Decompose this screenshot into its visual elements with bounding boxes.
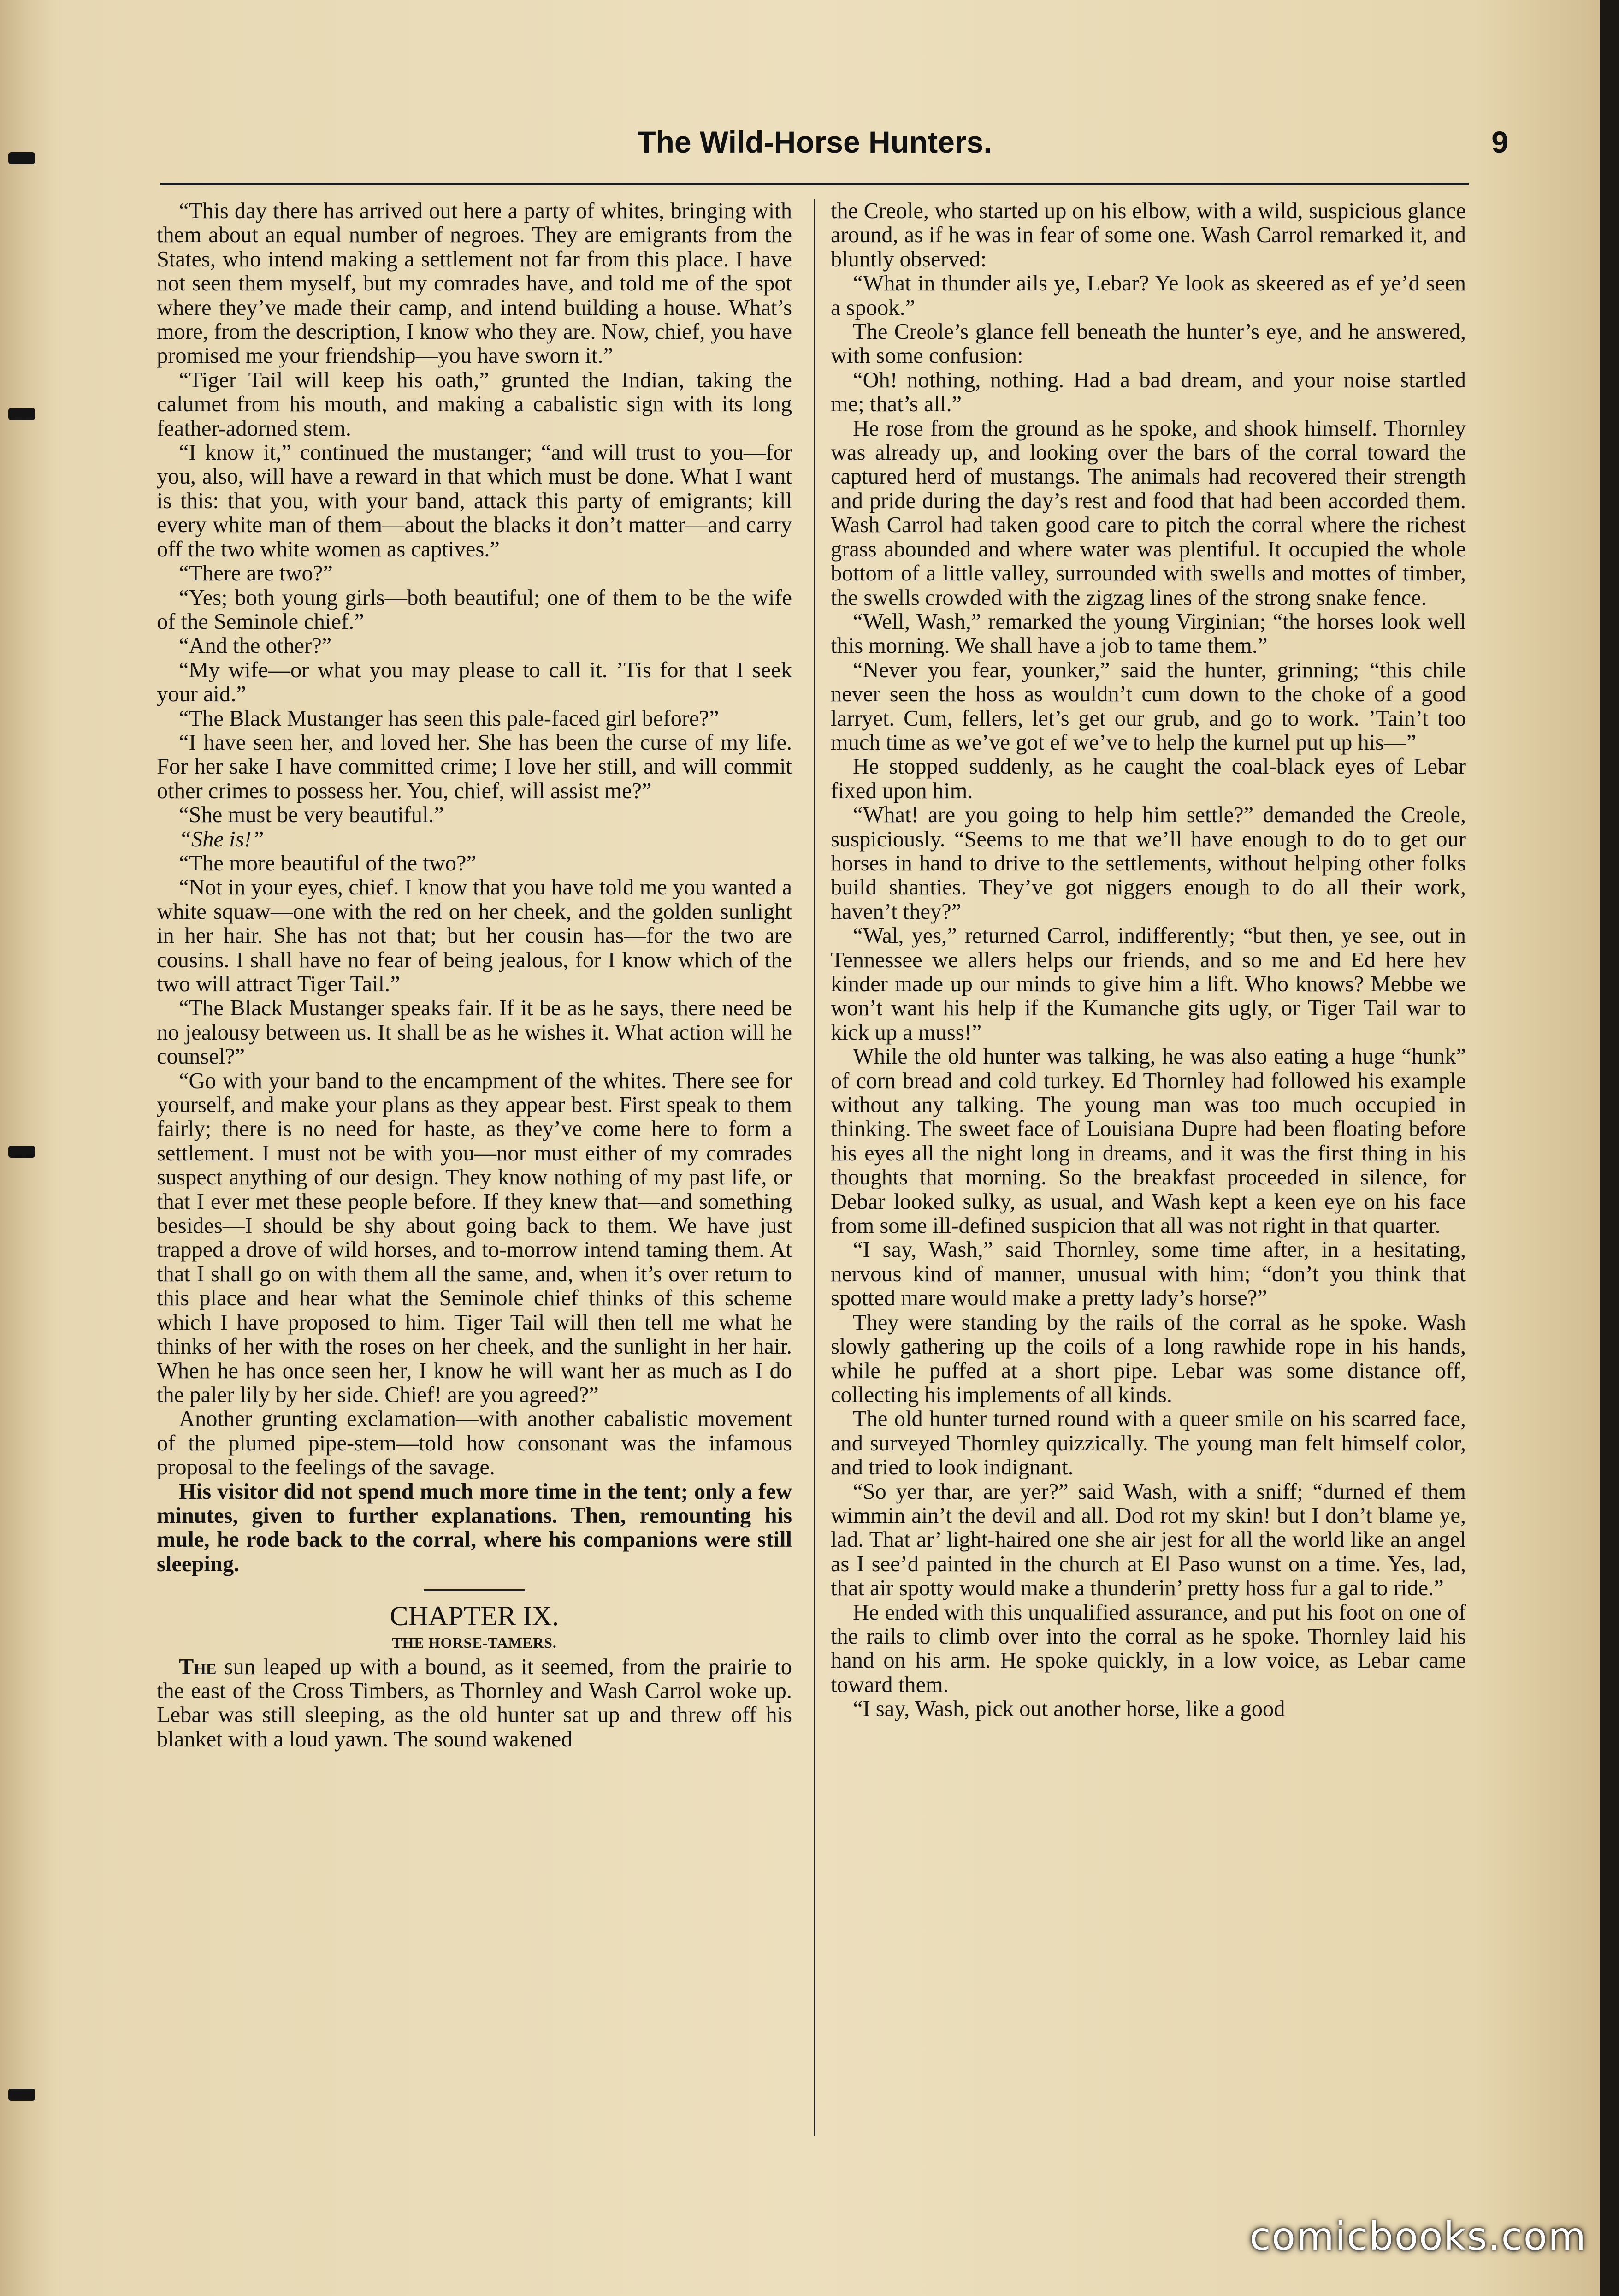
column-divider [814, 199, 815, 2136]
paragraph: “Well, Wash,” remarked the young Virginian; “the horses look well this morning. We shall have a job to tame them.” [831, 609, 1466, 658]
chapter-paragraph-text: sun leaped up with a bound, as it seemed, from the prairie to the east of the Cross Timbers, as Thornley and Wash Carrol woke up. Lebar was still sleeping, as the old hunter sat up and threw off his blanket with a loud yawn. The sound wakened [157, 1654, 792, 1752]
paragraph: They were standing by the rails of the corral as he spoke. Wash slowly gathering up the coils of a long rawhide rope in his hands, while he puffed at a short pipe. Lebar was some distance off, collecting his implements of all kinds. [831, 1310, 1466, 1407]
paragraph: “And the other?” [179, 633, 332, 658]
running-title: The Wild-Horse Hunters. [637, 125, 992, 159]
paragraph: “What! are you going to help him settle?” demanded the Creole, suspiciously. “Seems to me that we’ll have enough to do to get our horses in hand to drive to the settlements, without helping other folks build shanties. They’ve got niggers enough to do all their work, haven’t they?” [831, 803, 1466, 924]
header-rule [160, 183, 1469, 185]
paragraph: “The Black Mustanger has seen this pale-faced girl before?” [179, 706, 719, 731]
chapter-title: CHAPTER IX. [390, 1601, 559, 1632]
paragraph: While the old hunter was talking, he was also eating a huge “hunk” of corn bread and cold turkey. Ed Thornley had followed his example without any talking. The young man was too much occupied in thinking. The sweet face of Louisiana Dupre had been floating before his eyes all the night long in dreams, and it was the first thing in his thoughts that morning. So the breakfast proceeded in silence, for Debar looked sulky, as usual, and Wash kept a keen eye on his face from some ill-defined suspicion that all was not right in that quarter. [831, 1044, 1466, 1238]
paragraph: “There are two?” [179, 561, 333, 586]
paragraph: “Tiger Tail will keep his oath,” grunted the Indian, taking the calumet from his mouth, and making a cabalistic sign with its long feather-adorned stem. [157, 367, 792, 441]
binding-stitch [8, 2089, 35, 2101]
paragraph: “She must be very beautiful.” [179, 803, 444, 828]
paragraph: His visitor did not spend much more time in the tent; only a few minutes, given to further explanations. Then, remounting his mule, he rode back to the corral, where his companions were still sleeping. [157, 1479, 792, 1576]
site-watermark: comicbooks.com [1249, 2214, 1587, 2259]
paragraph: “This day there has arrived out here a party of whites, bringing with them about an equal number of negroes. They are emigrants from the States, who intend making a settlement not far from this place. I have not seen them myself, but my comrades have, and told me of the spot where they’ve made their camp, and intend building a house. What’s more, from the description, I know who they are. Now, chief, you have promised me your friendship—you have sworn it.” [157, 199, 792, 368]
page-number: 9 [1491, 125, 1508, 159]
paragraph: “I know it,” continued the mustanger; “and will trust to you—for you, also, will have a reward in that which must be done. What I want is this: that you, with your band, attack this party of emigrants; kill every white man of them—about the blacks it don’t matter—and carry off the two white women as captives.” [157, 440, 792, 562]
paragraph: He rose from the ground as he spoke, and shook himself. Thornley was already up, and looking over the bars of the corral toward the captured herd of mustangs. The animals had recovered their strength and pride during the day’s rest and food that had been accorded them. Wash Carrol had taken good care to pitch the corral where the richest grass abounded and where water was plentiful. It occupied the whole bottom of a little valley, surrounded with swells and mottes of timber, the swells crowded with the zigzag lines of the strong snake fence. [831, 416, 1466, 610]
paragraph: “The Black Mustanger speaks fair. If it be as he says, there need be no jealousy between us. It shall be as he wishes it. What action will he counsel?” [157, 996, 792, 1069]
paragraph: The Creole’s glance fell beneath the hunter’s eye, and he answered, with some confusion: [831, 320, 1466, 368]
left-column [157, 199, 792, 1752]
paragraph: “What in thunder ails ye, Lebar? Ye look as skeered as ef ye’d seen a spook.” [831, 271, 1466, 320]
paragraph: “Go with your band to the encampment of the whites. There see for yourself, and make your plans as they appear best. First speak to them fairly; there is no need for haste, as they’ve come here to form a settlement. I must not be with you—nor must either of my comrades suspect anything of our design. They know nothing of my past life, or that I ever met these people before. If they knew that—and something besides—I should be shy about going back to them. We have just trapped a drove of wild horses, and to-morrow intend taming them. At that I shall go on with them all the same, and, when it’s over return to this place and hear what the Seminole chief thinks of this scheme which I have proposed to him. Tiger Tail will then tell me what he thinks of her with the roses on her cheek, and the sunlight in her hair. When he has once seen her, I know he will want her as much as I do the paler lily by her side. Chief! are you agreed?” [157, 1068, 792, 1407]
paragraph: “Never you fear, younker,” said the hunter, grinning; “this chile never seen the hoss as wouldn’t cum down to the choke of a good larryet. Cum, fellers, let’s get our grub, and go to work. ’Tain’t too much time as we’ve got ef we’ve to help the kurnel put up his—” [831, 657, 1466, 755]
paragraph: “I have seen her, and loved her. She has been the curse of my life. For her sake I have committed crime; I love her still, and will commit other crimes to possess her. You, chief, will assist me?” [157, 730, 792, 803]
paragraph: “Not in your eyes, chief. I know that you have told me you wanted a white squaw—one with the red on her cheek, and the golden sunlight in her hair. She has not that; but her cousin has—for the two are cousins. I shall have no fear of being jealous, for I know which of the two will attract Tiger Tail.” [157, 875, 792, 996]
paragraph: He ended with this unqualified assurance, and put his foot on one of the rails to climb over into the corral as he spoke. Thornley laid his hand on his arm. He spoke quickly, in a low voice, as Lebar came toward them. [831, 1600, 1466, 1697]
paragraph: “Yes; both young girls—both beautiful; one of them to be the wife of the Seminole chief.” [157, 585, 792, 634]
binding-stitch [8, 1146, 35, 1158]
page-header [160, 124, 1508, 175]
book-binding [0, 0, 51, 2296]
paragraph: “Wal, yes,” returned Carrol, indifferently; “but then, ye see, out in Tennessee we allers helps our friends, and so me and Ed here hev kinder made up our minds to give him a lift. Who knows? Mebbe we won’t want his help if the Kumanche gits ugly, or Tiger Tail war to kick up a muss!” [831, 923, 1466, 1045]
chapter-opening-paragraph [157, 1655, 792, 1752]
paragraph: Another grunting exclamation—with another cabalistic movement of the plumed pipe-stem—told how consonant was the infamous proposal to the feelings of the savage. [157, 1407, 792, 1480]
paragraph: He stopped suddenly, as he caught the coal-black eyes of Lebar fixed upon him. [831, 754, 1466, 803]
paragraph: “So yer thar, are yer?” said Wash, with a sniff; “durned ef them wimmin ain’t the devil and all. Dod rot my skin! but I don’t blame ye, lad. That ar’ light-haired one she air jest for all the world like an angel as I see’d painted in the church at El Paso wunst on a time. Yes, lad, that air spotty would make a thunderin’ pretty hoss fur a gal to ride.” [831, 1479, 1466, 1601]
paragraph: “I say, Wash,” said Thornley, some time after, in a hesitating, nervous kind of manner, unusual with him; “don’t you think that spotted mare would make a pretty lady’s horse?” [831, 1237, 1466, 1311]
paragraph: “My wife—or what you may please to call it. ’Tis for that I seek your aid.” [157, 657, 792, 707]
right-column [831, 199, 1466, 1722]
chapter-divider-rule [424, 1589, 525, 1591]
chapter-subtitle: THE HORSE-TAMERS. [392, 1634, 557, 1651]
paragraph: The old hunter turned round with a queer smile on his scarred face, and surveyed Thornley quizzically. The young man felt himself color, and tried to look indignant. [831, 1407, 1466, 1480]
chapter-lead-word: The [179, 1654, 217, 1679]
paragraph: “I say, Wash, pick out another horse, like a good [853, 1697, 1285, 1722]
paragraph: “She is!” [179, 827, 264, 852]
binding-stitch [8, 408, 35, 420]
paragraph: the Creole, who started up on his elbow, with a wild, suspicious glance around, as if he was in fear of some one. Wash Carrol remarked it, and bluntly observed: [831, 199, 1466, 272]
paragraph: “Oh! nothing, nothing. Had a bad dream, and your noise startled me; that’s all.” [831, 367, 1466, 417]
paragraph: “The more beautiful of the two?” [179, 851, 477, 876]
binding-stitch [8, 152, 35, 164]
